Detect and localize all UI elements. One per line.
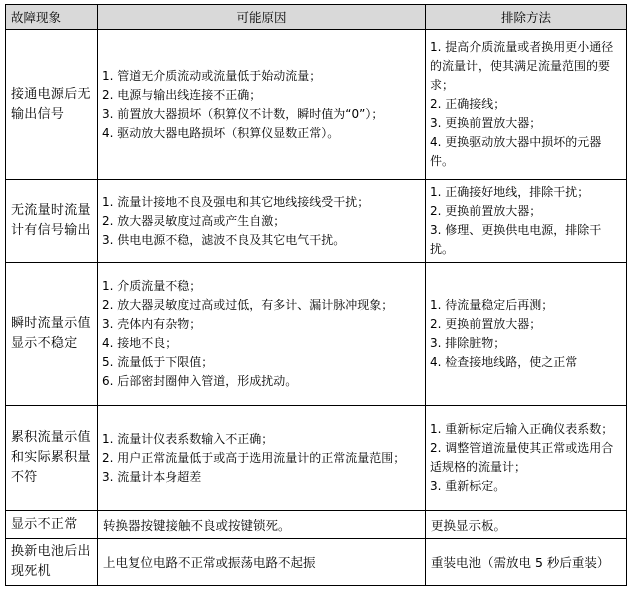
cause-cell (98, 406, 426, 511)
cause-item: 1. 管道无介质流动或流量低于始动流量； (102, 68, 322, 83)
cause-item: 2. 放大器灵敏度过高或过低，有多计、漏计脉冲现象； (102, 298, 394, 312)
table-row (6, 263, 627, 406)
cause-item: 3. 流量计本身超差 (102, 469, 202, 484)
cause-item: 2. 放大器灵敏度过高或产生自激； (102, 213, 286, 228)
cause-cell (98, 180, 426, 263)
header-row (6, 5, 627, 30)
remedy-item: 1. 重新标定后输入正确仪表系数； (430, 422, 614, 436)
remedy-item: 3. 更换前置放大器； (430, 116, 542, 130)
header-cause: 可能原因 (98, 5, 426, 30)
fault-cell: 接通电源后无输出信号 (6, 30, 98, 180)
table-row (6, 30, 627, 180)
cause-item: 5. 流量低于下限值； (102, 355, 214, 369)
remedy-item: 2. 调整管道流量使其正常或选用合适规格的流量计； (430, 441, 614, 474)
fault-cell: 累积流量示值和实际累积量不符 (6, 406, 98, 511)
cause-item: 6. 后部密封圈伸入管道，形成扰动。 (102, 374, 298, 388)
remedy-item: 2. 正确接线； (430, 97, 506, 111)
header-fault: 故障现象 (6, 5, 98, 30)
table-row (6, 180, 627, 263)
remedy-item: 3. 排除脏物； (430, 336, 506, 350)
remedy-cell (426, 180, 627, 263)
remedy-cell: 更换显示板。 (426, 511, 627, 539)
table-row (6, 406, 627, 511)
remedy-item: 3. 重新标定。 (430, 479, 506, 493)
remedy-cell (426, 30, 627, 180)
cause-cell: 上电复位电路不正常或振荡电路不起振 (98, 539, 426, 586)
cause-cell (98, 263, 426, 406)
cause-item: 3. 前置放大器损坏（积算仪不计数，瞬时值为“0”）； (102, 106, 384, 121)
cause-item: 4. 接地不良； (102, 336, 178, 350)
fault-cell: 换新电池后出现死机 (6, 539, 98, 586)
fault-cell: 显示不正常 (6, 511, 98, 539)
fault-cell: 瞬时流量示值显示不稳定 (6, 263, 98, 406)
remedy-cell (426, 406, 627, 511)
cause-item: 1. 介质流量不稳； (102, 279, 202, 293)
table-row (6, 539, 627, 586)
cause-item: 3. 供电电源不稳，滤波不良及其它电气干扰。 (102, 232, 346, 247)
remedy-item: 1. 待流量稳定后再测； (430, 298, 554, 312)
troubleshooting-table (5, 4, 627, 586)
remedy-cell (426, 263, 627, 406)
cause-item: 2. 电源与输出线连接不正确； (102, 87, 262, 102)
remedy-item: 2. 更换前置放大器； (430, 317, 542, 331)
remedy-item: 1. 正确接好地线，排除干扰； (430, 185, 590, 199)
remedy-item: 1. 提高介质流量或者换用更小通径的流量计，使其满足流量范围的要求； (430, 40, 614, 92)
header-remedy: 排除方法 (426, 5, 627, 30)
cause-cell (98, 30, 426, 180)
remedy-item: 2. 更换前置放大器； (430, 204, 542, 218)
table-row (6, 511, 627, 539)
remedy-item: 3. 修理、更换供电电源，排除干扰。 (430, 223, 602, 256)
cause-cell: 转换器按键接触不良或按键锁死。 (98, 511, 426, 539)
cause-item: 4. 驱动放大器电路损坏（积算仪显数正常）。 (102, 125, 340, 140)
remedy-cell: 重装电池（需放电 5 秒后重装） (426, 539, 627, 586)
fault-cell: 无流量时流量计有信号输出 (6, 180, 98, 263)
cause-item: 1. 流量计接地不良及强电和其它地线接线受干扰； (102, 194, 370, 209)
remedy-item: 4. 检查接地线路，使之正常 (430, 355, 578, 369)
cause-item: 1. 流量计仪表系数输入不正确； (102, 431, 274, 446)
cause-item: 2. 用户正常流量低于或高于选用流量计的正常流量范围； (102, 450, 406, 465)
remedy-item: 4. 更换驱动放大器中损坏的元器件。 (430, 135, 602, 168)
cause-item: 3. 壳体内有杂物； (102, 317, 202, 331)
